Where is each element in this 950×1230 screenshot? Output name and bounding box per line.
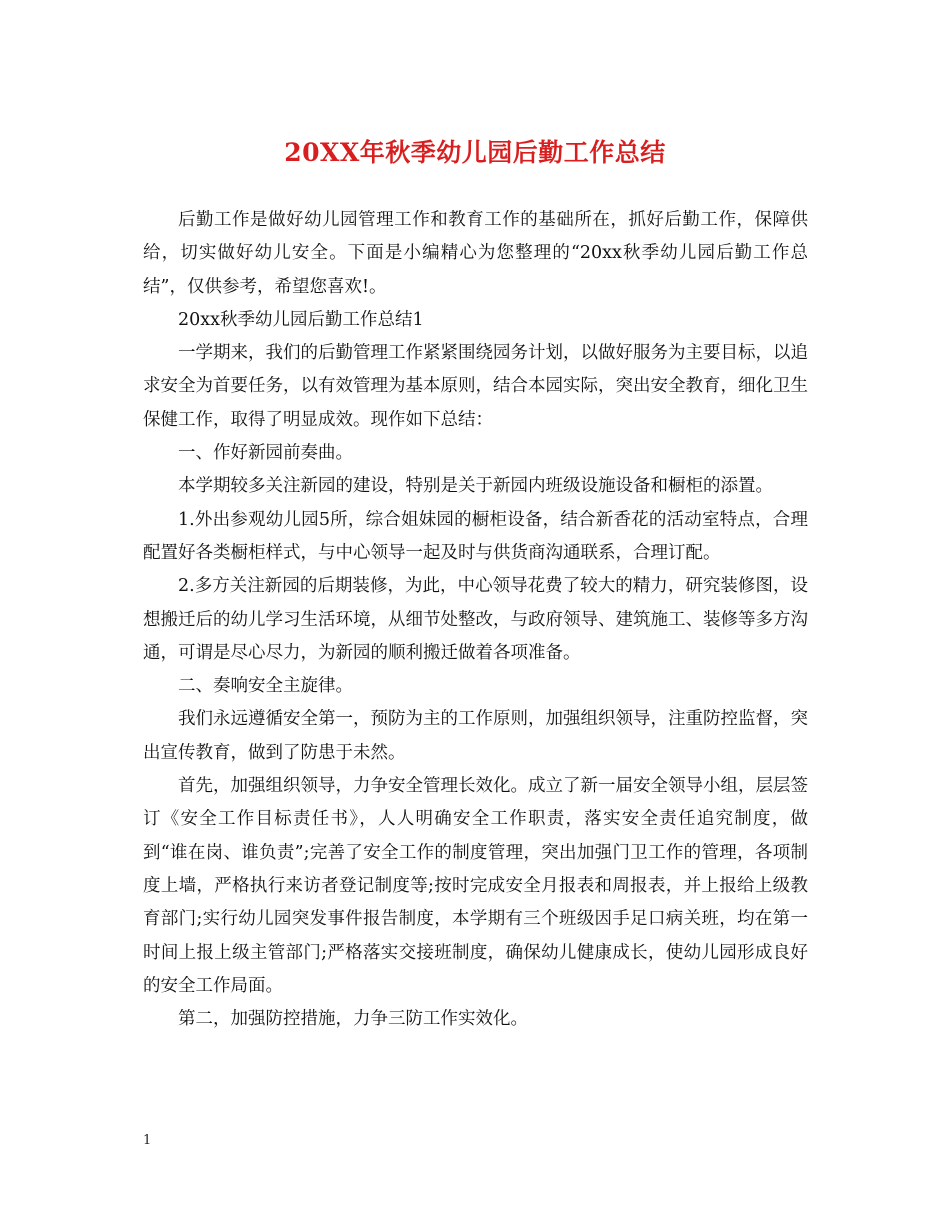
document-body [143,204,808,1036]
paragraph-overview: 一学期来，我们的后勤管理工作紧紧围绕园务计划，以做好服务为主要目标，以追求安全为首要任务，以有效管理为基本原则，结合本园实际，突出安全教育，细化卫生保健工作，取得了明显成效。现作如下总结： [143,343,808,430]
paragraph-subtitle: 20xx秋季幼儿园后勤工作总结1 [178,309,424,330]
section-heading-1: 一、作好新园前奏曲。 [178,443,353,464]
paragraph-new-campus: 本学期较多关注新园的建设，特别是关于新园内班级设施设备和橱柜的添置。 [178,476,773,497]
document-title: 20XX年秋季幼儿园后勤工作总结 [284,138,666,167]
paragraph-safety-principle: 我们永远遵循安全第一，预防为主的工作原则，加强组织领导，注重防控监督，突出宣传教育，做到了防患于未然。 [143,709,808,763]
paragraph-item-2: 2.多方关注新园的后期装修，为此，中心领导花费了较大的精力，研究装修图，设想搬迁后的幼儿学习生活环境，从细节处整改，与政府领导、建筑施工、装修等多方沟通，可谓是尽心尽力，为新园的顺利搬迁做着各项准备。 [143,576,808,663]
page-number: 1 [143,1133,152,1148]
paragraph-safety-second: 第二，加强防控措施，力争三防工作实效化。 [178,1009,528,1030]
paragraph-safety-first: 首先，加强组织领导，力争安全管理长效化。成立了新一届安全领导小组，层层签订《安全工作目标责任书》，人人明确安全工作职责，落实安全责任追究制度，做到“谁在岗、谁负责”;完善了安全工作的制度管理，突出加强门卫工作的管理，各项制度上墙，严格执行来访者登记制度等;按时完成安全月报表和周报表，并上报给上级教育部门;实行幼儿园突发事件报告制度，本学期有三个班级因手足口病关班，均在第一时间上报上级主管部门;严格落实交接班制度，确保幼儿健康成长，使幼儿园形成良好的安全工作局面。 [143,776,808,996]
section-heading-2: 二、奏响安全主旋律。 [178,676,353,697]
paragraph-item-1: 1.外出参观幼儿园5所，综合姐妹园的橱柜设备，结合新香花的活动室特点，合理配置好各类橱柜样式，与中心领导一起及时与供货商沟通联系，合理订配。 [143,509,808,563]
paragraph-intro: 后勤工作是做好幼儿园管理工作和教育工作的基础所在，抓好后勤工作，保障供给，切实做好幼儿安全。下面是小编精心为您整理的“20xx秋季幼儿园后勤工作总结”，仅供参考，希望您喜欢!。 [143,210,808,297]
